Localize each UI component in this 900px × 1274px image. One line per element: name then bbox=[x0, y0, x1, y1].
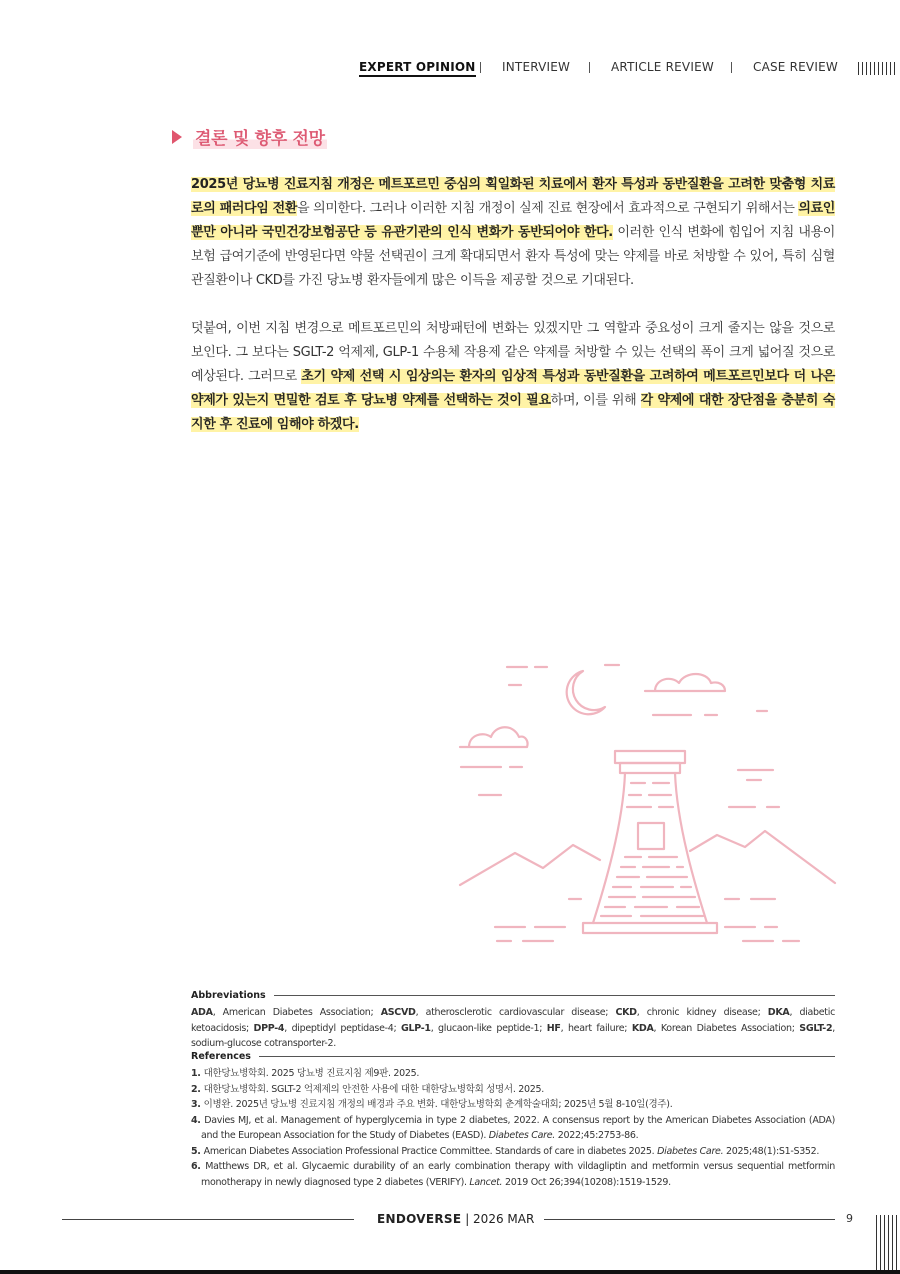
paragraph-conclusion bbox=[191, 173, 835, 293]
reference-item bbox=[191, 1159, 835, 1190]
moon-icon bbox=[567, 671, 605, 714]
reference-citation: 2025;48(1):S1-S352. bbox=[723, 1145, 820, 1157]
abbreviation-term: ADA bbox=[191, 1007, 213, 1018]
nav-expert-opinion[interactable]: EXPERT OPINION bbox=[359, 60, 476, 77]
highlighted-text: 2025년 당뇨병 진료지침 개정은 메트포르민 중심의 획일화된 치료에서 환자 특성과 동반질환을 고려한 맞춤형 치료로의 패러다임 전환 bbox=[191, 177, 835, 216]
paragraph-outlook bbox=[191, 317, 835, 437]
reference-journal: Lancet. bbox=[469, 1176, 503, 1188]
body-text-run: 덧붙여, 이번 지침 변경으로 메트포르민의 처방패턴에 변화는 있겠지만 그 역할과 중요성이 크게 줄지는 않을 것으로 보인다. 그 보다는 SGLT-2 억제제, GLP-1 수용체 작용제 같은 약제를 처방할 수 있는 선택의 폭이 크게 넓어질 것으로 예상된다. 그러므로 bbox=[191, 321, 835, 384]
reference-journal: Diabetes Care. bbox=[657, 1145, 724, 1157]
body-text-run: 하며, 이를 위해 bbox=[550, 393, 641, 408]
reference-text: American Diabetes Association Professional Practice Committee. Standards of care in diabetes 2025. bbox=[203, 1145, 658, 1157]
body-text-run: 을 의미한다. 그러나 이러한 지침 개정이 실제 진료 현장에서 효과적으로 구현되기 위해서는 bbox=[297, 201, 799, 216]
reference-text: Davies MJ, et al. Management of hyperglycemia in type 2 diabetes, 2022. A consensus report by the American Diabetes Association (ADA) and the European Association for the Study of Diabetes (EASD). bbox=[201, 1114, 835, 1141]
section-title: 결론 및 향후 전망 bbox=[193, 124, 327, 149]
nav-article-review[interactable]: ARTICLE REVIEW bbox=[611, 60, 714, 74]
abbreviation-term: DKA bbox=[767, 1007, 790, 1018]
reference-text: 대한당뇨병학회. SGLT-2 억제제의 안전한 사용에 대한 대한당뇨병학회 성명서. 2025. bbox=[203, 1083, 544, 1095]
abbreviation-definition: atherosclerotic cardiovascular disease bbox=[425, 1007, 606, 1018]
nav-separator bbox=[480, 62, 481, 73]
abbreviations-label: Abbreviations bbox=[191, 990, 835, 1001]
abbreviation-definition: sodium-glucose cotransporter-2. bbox=[191, 1038, 336, 1049]
cloud-icon bbox=[460, 727, 528, 747]
cloud-icon bbox=[645, 674, 725, 691]
body-text-run: 이러한 인식 변화에 힘입어 지침 내용이 보험 급여기준에 반영된다면 약물 선택권이 크게 확대되면서 환자 특성에 맞는 약제를 바로 처방할 수 있어, 특히 심혈관질환이나 CKD를 가진 당뇨병 환자들에게 많은 이득을 제공할 것으로 기대된다. bbox=[191, 225, 835, 288]
divider bbox=[274, 995, 835, 996]
nav-interview[interactable]: INTERVIEW bbox=[502, 60, 571, 74]
reference-text: 대한당뇨병학회. 2025 당뇨병 진료지침 제9판. 2025. bbox=[203, 1068, 420, 1079]
nav-separator bbox=[589, 62, 590, 73]
reference-item bbox=[191, 1097, 835, 1113]
reference-number: 2. bbox=[191, 1083, 204, 1095]
abbreviation-term: ASCVD bbox=[380, 1007, 416, 1018]
reference-number: 4. bbox=[191, 1114, 205, 1126]
references-label: References bbox=[191, 1051, 835, 1062]
cheomseongdae-illustration bbox=[455, 655, 840, 955]
section-heading bbox=[172, 124, 327, 149]
top-nav bbox=[0, 60, 900, 80]
footer-brand: ENDOVERSE | 2026 MAR bbox=[377, 1212, 535, 1226]
reference-number: 6. bbox=[191, 1161, 206, 1172]
abbreviation-definition: dipeptidyl peptidase-4 bbox=[291, 1022, 394, 1034]
abbreviation-definition: American Diabetes Association bbox=[222, 1007, 371, 1018]
bottom-border bbox=[0, 1270, 900, 1274]
abbreviation-term: SGLT-2 bbox=[799, 1022, 833, 1034]
abbreviation-term: KDA bbox=[631, 1022, 654, 1034]
reference-text: 이병완. 2025년 당뇨병 진료지침 개정의 배경과 주요 변화. 대한당뇨병학회 춘계학술대회; 2025년 5월 8-10일(경주). bbox=[203, 1099, 673, 1110]
abbreviation-definition: glucaon-like peptide-1 bbox=[438, 1022, 540, 1034]
highlighted-text: 초기 약제 선택 시 임상의는 환자의 임상적 특성과 동반질환을 고려하여 메트포르민보다 더 나은 약제가 있는지 면밀한 검토 후 당뇨병 약제를 선택하는 것이 필요 bbox=[191, 369, 835, 408]
reference-number: 1. bbox=[191, 1068, 204, 1079]
abbreviation-definition: chronic kidney disease bbox=[646, 1007, 758, 1018]
reference-item bbox=[191, 1066, 835, 1082]
footer-rule-left bbox=[62, 1219, 354, 1220]
reference-citation: 2019 Oct 26;394(10208):1519-1529. bbox=[502, 1176, 671, 1188]
reference-journal: Diabetes Care. bbox=[488, 1130, 556, 1141]
references-list bbox=[191, 1066, 835, 1190]
issue-date: 2026 MAR bbox=[473, 1212, 535, 1226]
abbreviation-definition: heart failure bbox=[567, 1022, 625, 1034]
footer-rule-right bbox=[544, 1219, 835, 1220]
abbreviation-definition: Korean Diabetes Association bbox=[660, 1022, 792, 1034]
reference-number: 3. bbox=[191, 1099, 204, 1110]
edge-tab-marker bbox=[858, 62, 895, 75]
abbreviation-term: DPP-4 bbox=[253, 1022, 285, 1034]
nav-separator bbox=[731, 62, 732, 73]
divider bbox=[259, 1056, 835, 1057]
magazine-name: ENDOVERSE bbox=[377, 1212, 462, 1226]
reference-item bbox=[191, 1144, 835, 1160]
reference-item bbox=[191, 1113, 835, 1144]
abbreviation-term: CKD bbox=[615, 1007, 637, 1018]
abbreviations-list: ADA, American Diabetes Association; ASCVD, atherosclerotic cardiovascular disease; CKD, chronic kidney disease; DKA, diabetic ketoacidosis; DPP-4, dipeptidyl peptidase-4; GLP-1, glucaon-like peptide-1; HF, heart failure; KDA, Korean Diabetes Association; SGLT-2, sodium-glucose cotransporter-2. bbox=[191, 1007, 835, 1049]
nav-case-review[interactable]: CASE REVIEW bbox=[753, 60, 838, 74]
reference-item bbox=[191, 1082, 835, 1098]
triangle-bullet-icon bbox=[172, 130, 182, 144]
page-number: 9 bbox=[846, 1212, 853, 1225]
abbreviation-term: GLP-1 bbox=[401, 1022, 431, 1034]
reference-citation: 2022;45:2753-86. bbox=[555, 1130, 639, 1141]
abbreviation-definition: diabetic ketoacidosis bbox=[191, 1007, 835, 1034]
edge-tab-marker bbox=[876, 1215, 897, 1270]
highlighted-text: 의료인뿐만 아니라 국민건강보험공단 등 유관기관의 인식 변화가 동반되어야 한다. bbox=[191, 201, 835, 240]
reference-text: Matthews DR, et al. Glycaemic durability of an early combination therapy with vildagliptin and metformin versus sequential metformin monotherapy in newly diagnosed type 2 diabetes (VERIFY). bbox=[201, 1161, 835, 1188]
highlighted-text: 각 약제에 대한 장단점을 충분히 숙지한 후 진료에 임해야 하겠다. bbox=[191, 393, 835, 432]
reference-number: 5. bbox=[191, 1145, 204, 1157]
abbreviation-term: HF bbox=[546, 1022, 561, 1034]
